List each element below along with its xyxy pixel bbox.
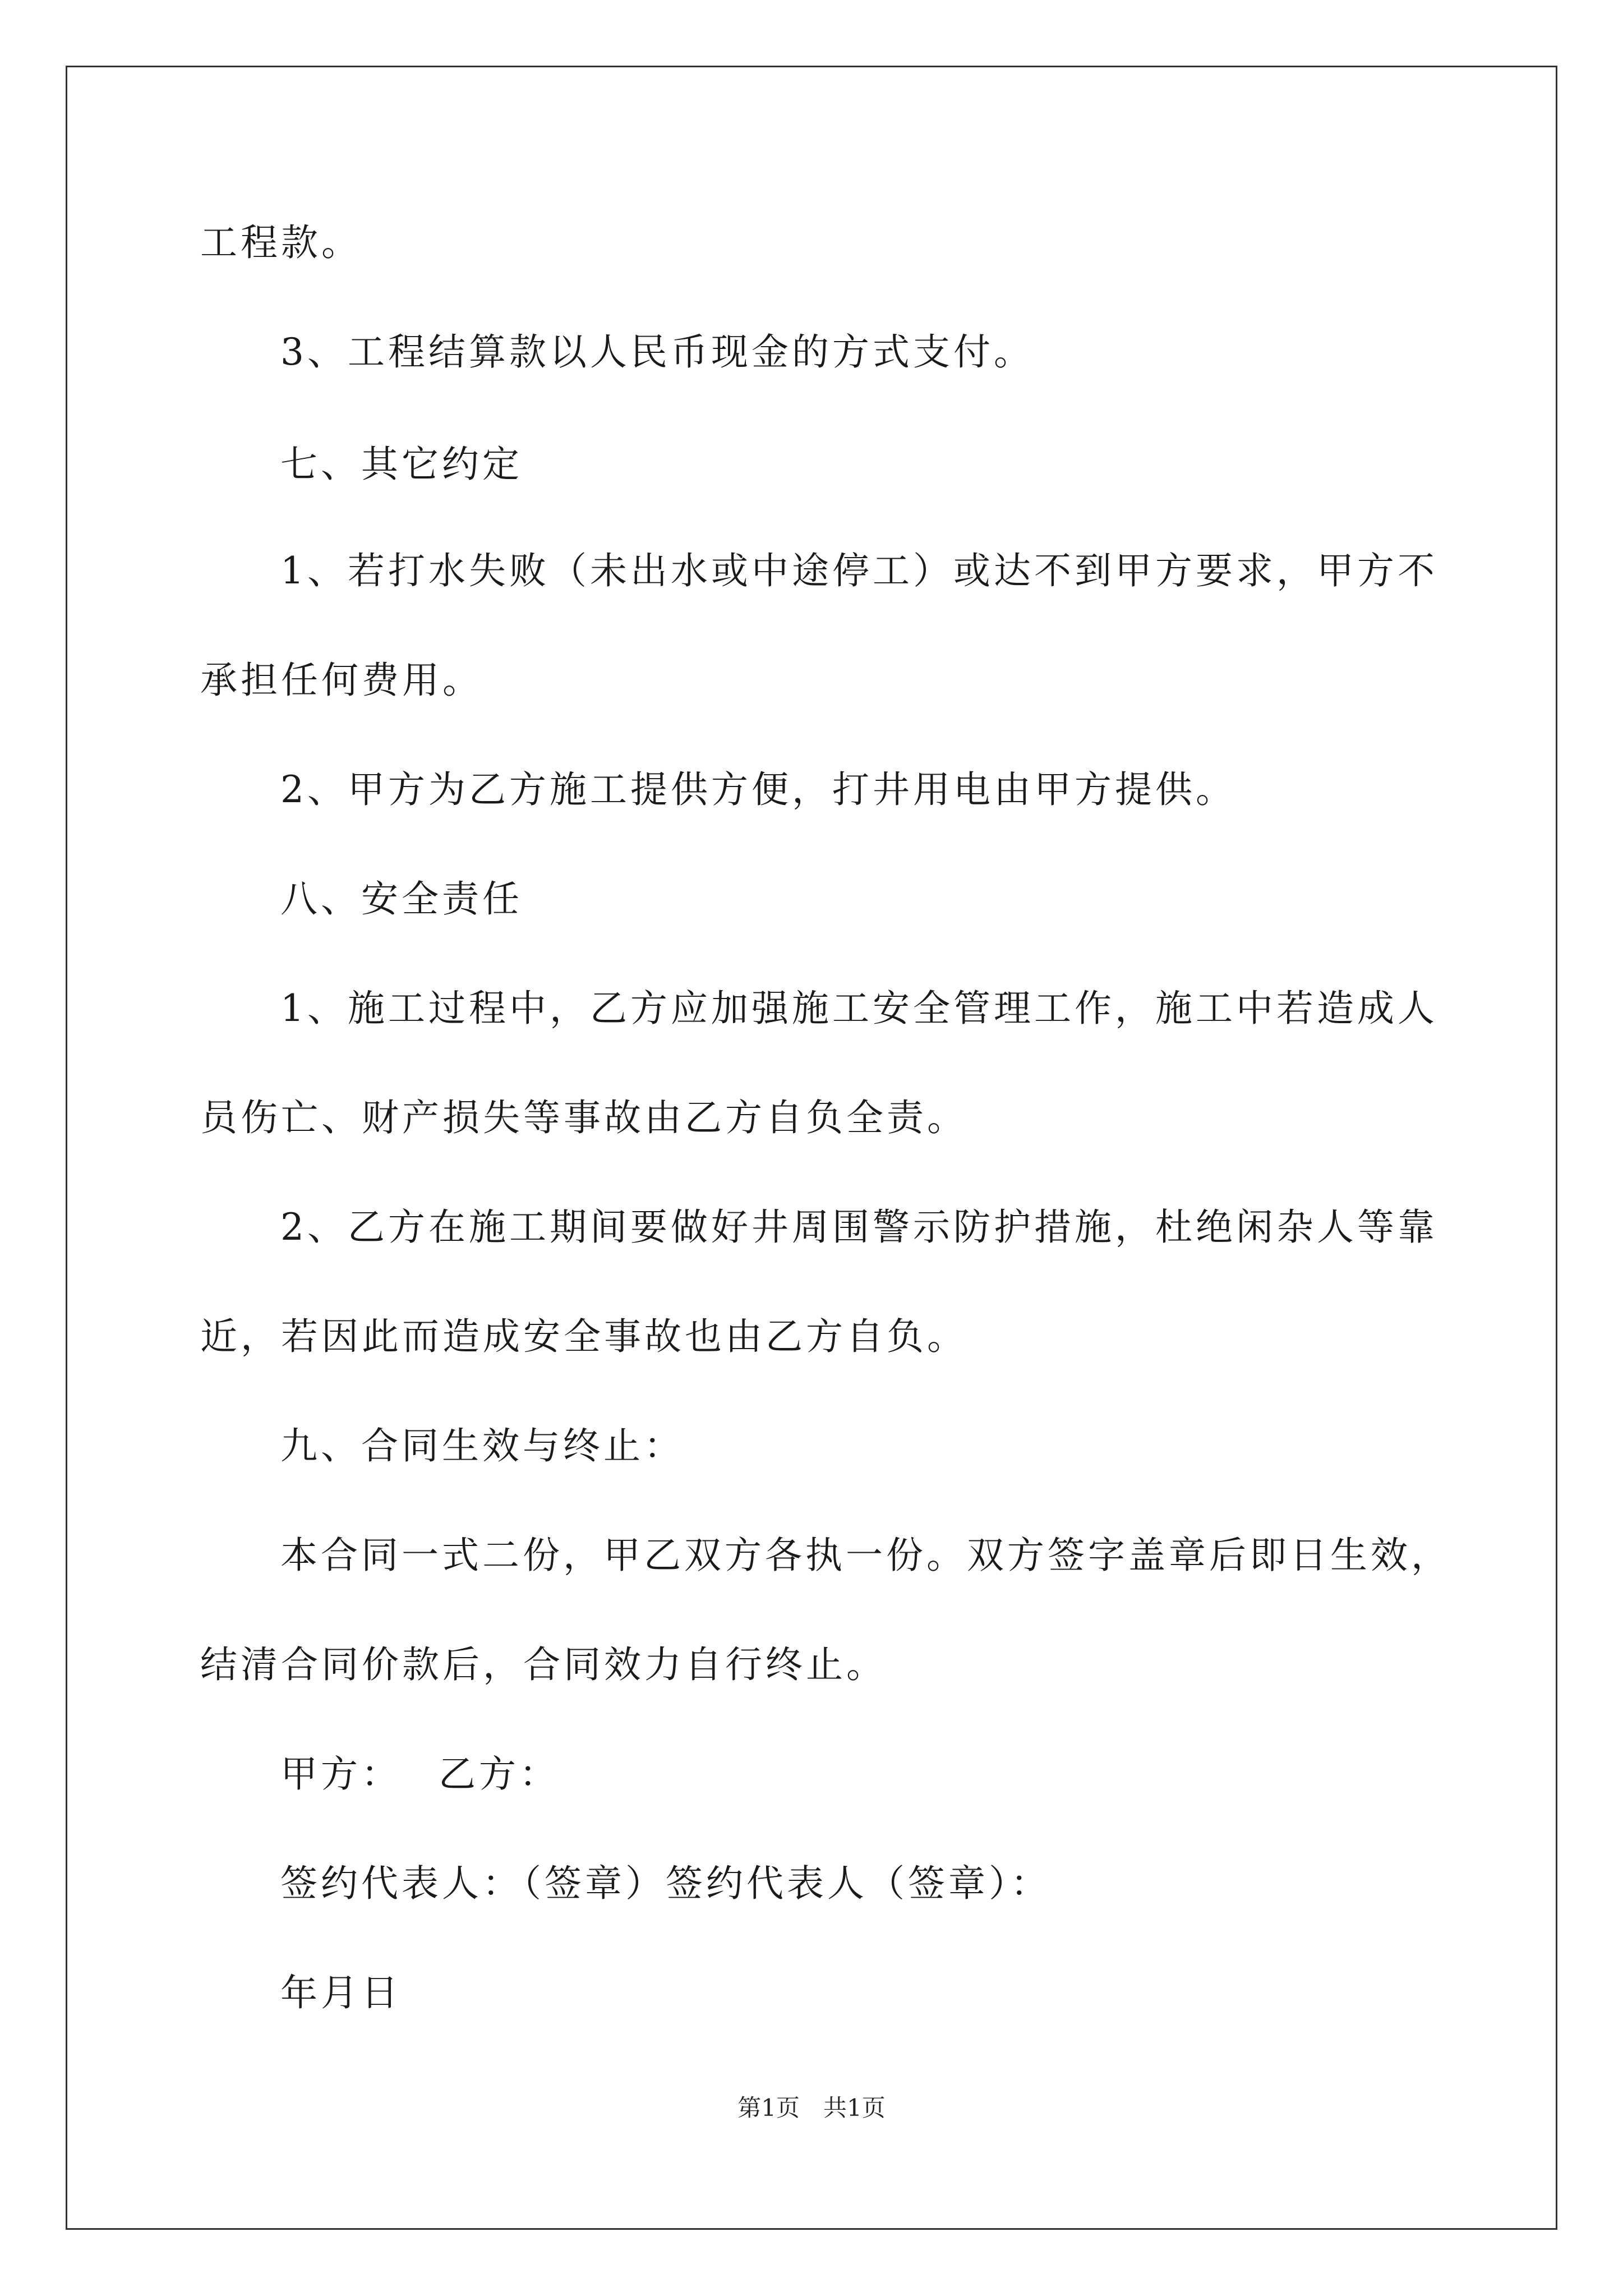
paragraph-line: 结清合同价款后，合同效力自行终止。 — [200, 1643, 887, 1686]
section-heading: 七、其它约定 — [280, 443, 523, 486]
signature-representatives-line: 签约代表人：（签章）签约代表人（签章）： — [280, 1862, 1051, 1905]
paragraph-line: 近，若因此而造成安全事故也由乙方自负。 — [200, 1315, 967, 1358]
paragraph-line: 3、工程结算款以人民币现金的方式支付。 — [280, 330, 1034, 374]
paragraph-line: 员伤亡、财产损失等事故由乙方自负全责。 — [200, 1096, 967, 1139]
paragraph-line: 本合同一式二份，甲乙双方各执一份。双方签字盖章后即日生效， — [280, 1534, 1451, 1577]
paragraph-line: 工程款。 — [200, 221, 362, 264]
section-heading: 九、合同生效与终止： — [280, 1424, 684, 1467]
paragraph-line: 承担任何费用。 — [200, 659, 483, 702]
paragraph-line: 1、施工过程中，乙方应加强施工安全管理工作，施工中若造成人 — [280, 987, 1438, 1030]
date-line: 年月日 — [280, 1971, 402, 2014]
paragraph-line: 2、甲方为乙方施工提供方便，打井用电由甲方提供。 — [280, 768, 1236, 811]
paragraph-line: 2、乙方在施工期间要做好井周围警示防护措施，杜绝闲杂人等靠 — [280, 1205, 1438, 1249]
paragraph-line: 1、若打水失败（未出水或中途停工）或达不到甲方要求，甲方不 — [280, 549, 1438, 592]
page-total: 共1页 — [823, 2094, 886, 2122]
page-footer — [0, 2092, 1623, 2124]
section-heading: 八、安全责任 — [280, 877, 523, 921]
signature-parties-line: 甲方： 乙方： — [280, 1752, 560, 1796]
page-number: 第1页 — [737, 2094, 800, 2122]
